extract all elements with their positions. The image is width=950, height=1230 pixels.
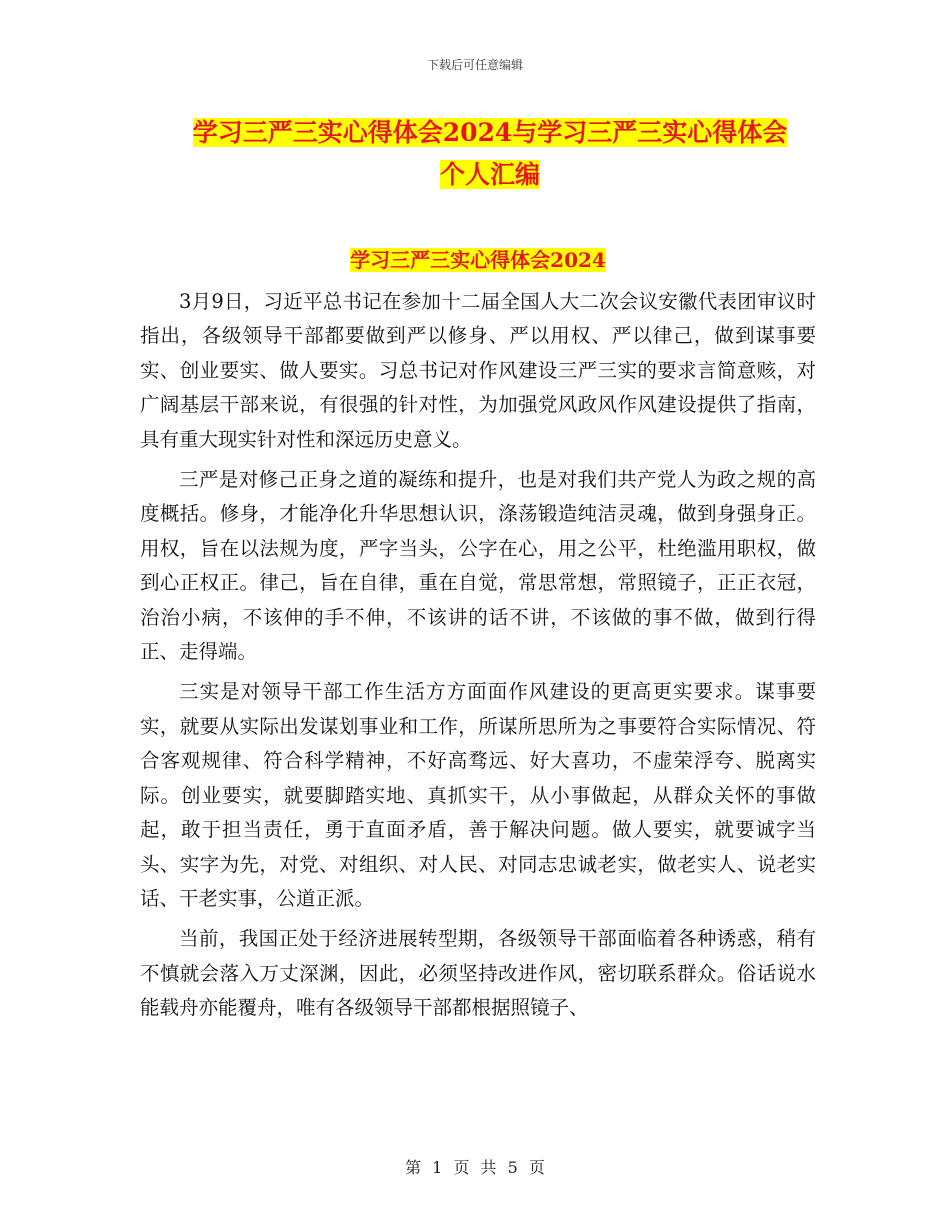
paragraph: 三严是对修己正身之道的凝练和提升，也是对我们共产党人为政之规的高度概括。修身，才能净化升华思想认识，涤荡锻造纯洁灵魂，做到身强身正。用权，旨在以法规为度，严字当头，公字在心，用之公平，杜绝滥用职权，做到心正权正。律己，旨在自律，重在自觉，常思常想，常照镜子，正正衣冠，治治小病，不该伸的手不伸，不该讲的话不讲，不该做的事不做，做到行得正、走得端。 [140, 468, 816, 664]
section-title-text: 学习三严三实心得体会2024 [350, 248, 606, 272]
title-line-1: 学习三严三实心得体会2024与学习三严三实心得体会 [192, 118, 788, 147]
body-text [140, 285, 816, 1032]
page-footer: 第 1 页 共 5 页 [405, 1158, 545, 1177]
document-title [150, 112, 830, 196]
title-line-2: 个人汇编 [439, 160, 540, 189]
paragraph: 三实是对领导干部工作生活方方面面作风建设的更高更实要求。谋事要实，就要从实际出发谋划事业和工作，所谋所思所为之事要符合实际情况、符合客观规律、符合科学精神，不好高骛远、好大喜功，不虚荣浮夸、脱离实际。创业要实，就要脚踏实地、真抓实干，从小事做起，从群众关怀的事做起，敢于担当责任，勇于直面矛盾，善于解决问题。做人要实，就要诚字当头、实字为先，对党、对组织、对人民、对同志忠诚老实，做老实人、说老实话、干老实事，公道正派。 [140, 680, 816, 910]
section-title [140, 245, 816, 275]
paragraph: 3月9日，习近平总书记在参加十二届全国人大二次会议安徽代表团审议时指出，各级领导干部都要做到严以修身、严以用权、严以律己，做到谋事要实、创业要实、做人要实。习总书记对作风建设三严三实的要求言简意赅，对广阔基层干部来说，有很强的针对性，为加强党风政风作风建设提供了指南，具有重大现实针对性和深远历史意义。 [140, 290, 816, 451]
paragraph: 当前，我国正处于经济进展转型期，各级领导干部面临着各种诱惑，稍有不慎就会落入万丈深渊，因此，必须坚持改进作风，密切联系群众。俗话说水能载舟亦能覆舟，唯有各级领导干部都根据照镜子、 [140, 927, 816, 1020]
header-note: 下载后可任意编辑 [426, 58, 523, 72]
